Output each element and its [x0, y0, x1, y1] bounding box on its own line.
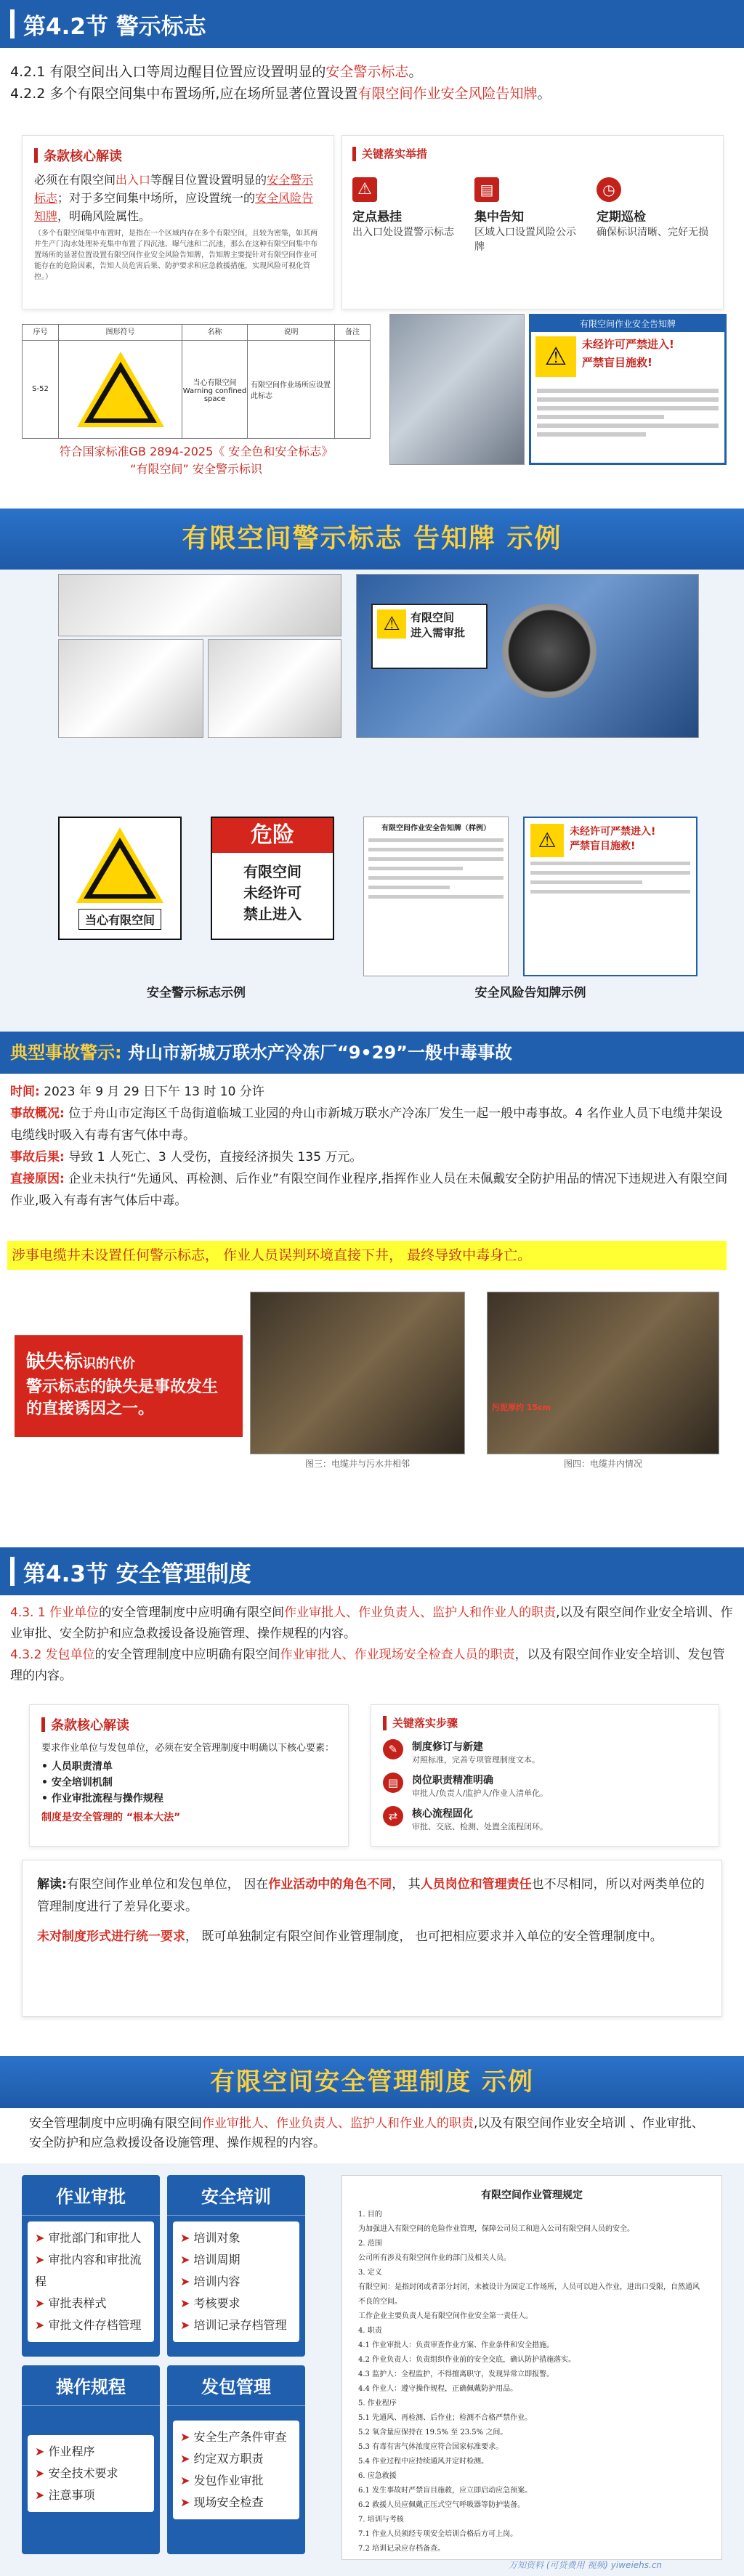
- box-contracting-list: [173, 2421, 299, 2519]
- sign-example-board-sample: [363, 817, 509, 976]
- step-2-desc: 审批人/负责人/监护人/作业人清单化。: [412, 1789, 549, 1798]
- sewage-tank-photo: [389, 314, 525, 465]
- document-line: 6. 应急救援: [358, 2472, 397, 2480]
- training-item: ➤ 培训内容: [180, 2271, 292, 2293]
- step-3-title: 核心流程固化: [412, 1808, 473, 1820]
- box-work-approval-list: [28, 2221, 154, 2342]
- accident-title-prefix: 典型事故警示:: [10, 1042, 122, 1063]
- sign-example-danger: [211, 817, 334, 940]
- manhole-sign: [371, 604, 488, 669]
- danger-line-1: 有限空间: [243, 863, 302, 880]
- document-line: 6.1 发生事故时严禁盲目施救，应立即启动应急预案。: [358, 2487, 533, 2495]
- box-operating-rules-head: 操作规程: [22, 2365, 160, 2406]
- key-measure-1: [352, 177, 461, 254]
- approval-item: ➤ 审批表样式: [35, 2293, 147, 2314]
- example-banner-1-text: 有限空间警示标志 告知牌 示例: [182, 524, 562, 554]
- key-measure-1-desc: 出入口处设置警示标志: [352, 227, 454, 238]
- sign-standard-table: [22, 324, 371, 439]
- document-line: 7.2 培训记录应存档备查。: [358, 2545, 445, 2553]
- lack-sign-box: [15, 1335, 243, 1437]
- training-item: ➤ 培训对象: [180, 2227, 292, 2249]
- core-card-2-bullets: [41, 1759, 336, 1807]
- contract-item: ➤ 约定双方职责: [180, 2448, 292, 2470]
- lack-sign-title: 缺失标识的代价: [26, 1351, 136, 1373]
- confined-space-warning-icon: [77, 352, 164, 427]
- step-3: [383, 1806, 707, 1832]
- core-card-2-intro: 要求作业单位与发包单位，必须在安全管理制度中明确以下核心要素：: [41, 1743, 335, 1754]
- key-measures-card: [341, 135, 724, 309]
- danger-header: 危险: [212, 818, 333, 853]
- section-4-3-clauses: [0, 1603, 744, 1687]
- example-banner-2-text: 有限空间安全管理制度 示例: [210, 2067, 534, 2097]
- accident-consequence: 事故后果: 导致 1 人死亡、3 人受伤，直接经济损失 135 万元。: [10, 1150, 363, 1165]
- accident-photo-wells: [250, 1292, 465, 1454]
- system-intro: 安全管理制度中应明确有限空间作业审批人、作业负责人、监护人和作业人的职责,以及有限空间作业安全培训 、作业审批、安全防护和应急救援设备设施管理、操作规程的内容。: [29, 2116, 704, 2150]
- key-measure-3-desc: 确保标识清晰、完好无损: [597, 227, 708, 238]
- section-4-3-header: [0, 1547, 744, 1595]
- core-card-2-title: 条款核心解读: [41, 1715, 336, 1734]
- warning-sign-icon: ⚠: [352, 177, 377, 202]
- clause-4-2-2: 4.2.2 多个有限空间集中布置场所,应在场所显著位置设置有限空间作业安全风险告知牌。: [10, 86, 551, 102]
- triangle-sign-label: 当心有限空间: [78, 909, 161, 930]
- step-3-desc: 审批、交底、检测、处置全流程闭环。: [412, 1822, 548, 1831]
- key-measure-1-title: 定点悬挂: [352, 210, 402, 224]
- training-item: ➤ 考核要求: [180, 2293, 292, 2314]
- document-line: 6.2 救援人员应佩戴正压式空气呼吸器等防护装备。: [358, 2501, 525, 2509]
- accident-photo-interior: [487, 1292, 719, 1454]
- sign-example-triangle: [58, 817, 182, 940]
- table-header-desc: 说明: [248, 325, 335, 340]
- step-1: [383, 1739, 707, 1765]
- clause-4-2-1: 4.2.1 有限空间出入口等周边醒目位置应设置明显的安全警示标志。: [10, 64, 423, 80]
- box-safety-training-list: [173, 2221, 299, 2342]
- key-card-title: 关键落实举措: [352, 146, 713, 161]
- document-line: 2. 范围: [358, 2240, 382, 2248]
- lack-sign-desc: 警示标志的缺失是事故发生的直接诱因之一。: [26, 1378, 219, 1418]
- box-contracting: [167, 2365, 305, 2554]
- approval-item: ➤ 审批文件存档管理: [35, 2314, 147, 2336]
- step-2-title: 岗位职责精准明确: [412, 1775, 493, 1786]
- table-header-note: 备注: [345, 328, 360, 336]
- document-line: 4.3 监护人：全程监护，不得擅离职守，发现异常立即报警。: [358, 2370, 554, 2378]
- document-sample: [341, 2175, 722, 2560]
- document-line: 7.1 作业人员须经专项安全培训合格后方可上岗。: [358, 2530, 518, 2538]
- rules-item: ➤ 安全技术要求: [35, 2463, 147, 2484]
- document-lines: [358, 2208, 705, 2556]
- standard-line-2: “有限空间” 安全警示标识: [130, 462, 262, 476]
- watermark: 万知资料 (可贷费用 视频) yiweiehs.cn: [509, 2560, 663, 2570]
- approval-item: ➤ 审批部门和审批人: [35, 2227, 147, 2249]
- step-2: [383, 1773, 707, 1799]
- section-4-2-header: [0, 0, 744, 48]
- document-line: 1. 目的: [358, 2211, 382, 2219]
- document-line: 公司所有涉及有限空间作业的部门及相关人员。: [358, 2254, 511, 2262]
- example-banner-2: [0, 2056, 744, 2108]
- sign-example-board-red: [523, 817, 698, 976]
- notice-board-icon: ▤: [474, 177, 499, 202]
- box-work-approval: [22, 2175, 160, 2357]
- accident-fig4-caption: 图四：电缆井内情况: [563, 1459, 642, 1469]
- core-interpretation-card: [22, 135, 334, 309]
- key-measure-3-title: 定期巡检: [597, 210, 646, 224]
- example-banner-1: [0, 509, 744, 570]
- interpretation-p2: 未对制度形式进行统一要求， 既可单独制定有限空间作业管理制度， 也可把相应要求并入单位的安全管理制度中。: [37, 1929, 663, 1944]
- interpretation-box: [22, 1860, 722, 2017]
- document-line: 4.1 作业审批人：负责审查作业方案、作业条件和安全措施。: [358, 2341, 554, 2349]
- bullet-2: • 安全培训机制: [41, 1777, 113, 1789]
- danger-line-2: 未经许可: [243, 884, 302, 902]
- training-item: ➤ 培训记录存档管理: [180, 2314, 292, 2336]
- approval-item: ➤ 审批内容和审批流程: [35, 2249, 147, 2293]
- section-4-2-clauses: [0, 54, 744, 110]
- table-cell-desc: 有限空间作业场所应设置此标志: [248, 341, 335, 438]
- caption-warning-signs: 安全警示标志示例: [147, 986, 246, 1000]
- core-card-title: 条款核心解读: [34, 146, 322, 165]
- step-1-desc: 对照标准，完善专项管理制度文本。: [412, 1755, 540, 1765]
- table-header-name: 名称: [182, 325, 248, 340]
- document-title: 有限空间作业管理规定: [481, 2190, 583, 2201]
- header-accent: [10, 9, 15, 39]
- table-header-no: 序号: [23, 325, 59, 340]
- bullet-1: • 人员职责清单: [41, 1761, 113, 1773]
- section-4-2-title: 第4.2节 警示标志: [23, 13, 206, 40]
- step-1-title: 制度修订与新建: [412, 1741, 483, 1753]
- accident-highlight: 涉事电缆井未设置任何警示标志， 作业人员误判环境直接下井， 最终导致中毒身亡。: [7, 1241, 727, 1270]
- board-red-icon: ⚠: [530, 824, 564, 857]
- accident-title: 舟山市新城万联水产冷冻厂“9•29”一般中毒事故: [121, 1042, 512, 1063]
- document-line: 5.1 先通风、再检测、后作业；检测不合格严禁作业。: [358, 2414, 533, 2422]
- board-red-warn-2: 严禁盲目施救!: [570, 841, 636, 852]
- contract-item: ➤ 现场安全检查: [180, 2492, 292, 2514]
- document-line: 有限空间：是指封闭或者部分封闭，未被设计为固定工作场所，人员可以进入作业，进出口受限，自然通风不良的空间。: [358, 2283, 700, 2306]
- section-4-3-title: 第4.3节 安全管理制度: [23, 1560, 251, 1587]
- document-line: 4. 职责: [358, 2327, 382, 2335]
- interpretation-p1: 解读:有限空间作业单位和发包单位， 因在作业活动中的角色不同， 其人员岗位和管理责任也不尽相同，所以对两类单位的管理制度进行了差异化要求。: [37, 1877, 705, 1914]
- document-line: 5.3 有毒有害气体浓度应符合国家标准要求。: [358, 2443, 504, 2451]
- board-warning-icon: ⚠: [535, 336, 576, 377]
- board-red-warn-1: 未经许可严禁进入!: [570, 826, 656, 838]
- danger-line-3: 禁止进入: [243, 905, 302, 923]
- triangle-warning-icon: [76, 827, 163, 903]
- box-work-approval-head: 作业审批: [22, 2175, 160, 2216]
- example-photo-manhole: [356, 574, 699, 738]
- key-steps-title: 关键落实步骤: [383, 1715, 707, 1730]
- document-line: 为加强进入有限空间的危险作业管理，保障公司员工和进入公司有限空间人员的安全。: [358, 2225, 634, 2233]
- board-text-lines: [531, 381, 724, 444]
- accident-time: 时间: 2023 年 9 月 29 日下午 13 时 10 分许: [10, 1085, 264, 1099]
- sludge-annotation: 污泥厚约 15cm: [492, 1403, 551, 1412]
- clock-icon: ◷: [597, 177, 621, 202]
- accident-overview: 事故概况: 位于舟山市定海区千岛街道临城工业园的舟山市新城万联水产冷冻厂发生一起一般中毒事故。4 名作业人员下电缆井架设电缆线时吸入有毒有害气体中毒。: [10, 1106, 723, 1143]
- training-item: ➤ 培训周期: [180, 2249, 292, 2271]
- standard-line-1: 符合国家标准GB 2894-2025《 安全色和安全标志》: [59, 445, 333, 458]
- document-line: 5.4 作业过程中应持续通风并定时检测。: [358, 2458, 489, 2466]
- key-measure-2: [474, 177, 583, 254]
- clause-4-3-1: 4.3. 1 作业单位的安全管理制度中应明确有限空间作业审批人、作业负责人、监护人和作业人的职责,以及有限空间作业安全培训、作业审批、安全防护和应急救援设备设施管理、操作规程的内容。: [10, 1605, 733, 1641]
- core-interpretation-card-2: [29, 1704, 349, 1847]
- board-warn-2: 严禁盲目施救!: [582, 356, 652, 369]
- contract-item: ➤ 发包作业审批: [180, 2470, 292, 2492]
- box-operating-rules-list: [28, 2435, 154, 2512]
- box-operating-rules: [22, 2365, 160, 2554]
- accident-fig3-caption: 图三：电缆井与污水井相邻: [304, 1459, 410, 1469]
- example-photo-fence: [58, 574, 341, 636]
- key-measure-2-desc: 区域入口设置风险公示牌: [474, 227, 576, 253]
- document-line: 5.2 氧含量应保持在 19.5% 至 23.5% 之间。: [358, 2429, 508, 2437]
- accident-header: [0, 1032, 744, 1074]
- rules-item: ➤ 作业程序: [35, 2441, 147, 2463]
- pen-icon: ✎: [383, 1739, 403, 1759]
- document-line: 3. 定义: [358, 2269, 382, 2277]
- table-header-symbol: 图形符号: [59, 325, 182, 340]
- sign-standard-caption: [22, 443, 371, 478]
- core-card-2-law: 制度是安全管理的 “根本大法”: [41, 1812, 181, 1823]
- accident-body: [0, 1081, 744, 1212]
- document-line: 4.4 作业人：遵守操作规程，正确佩戴防护用品。: [358, 2385, 518, 2393]
- bullet-3: • 作业审批流程与操作规程: [41, 1793, 163, 1805]
- document-line: 7. 培训与考核: [358, 2516, 404, 2524]
- example-photo-barrier-1: [58, 639, 203, 738]
- contract-item: ➤ 安全生产条件审查: [180, 2426, 292, 2448]
- document-line: 5. 作业程序: [358, 2399, 397, 2407]
- risk-notice-board: [529, 314, 727, 465]
- table-cell-name-en: Warning confined space: [182, 386, 247, 403]
- caption-risk-boards: 安全风险告知牌示例: [474, 986, 586, 1000]
- table-cell-code: S-52: [23, 341, 59, 438]
- document-line: 4.2 作业负责人：负责组织作业前的安全交底，确认防护措施落实。: [358, 2356, 576, 2364]
- accident-cause: 直接原因: 企业未执行“先通风、再检测、后作业”有限空间作业程序,指挥作业人员在未佩戴安全防护用品的情况下违规进入有限空间作业,吸入有毒有害气体后中毒。: [10, 1172, 728, 1208]
- manhole-sign-line1: 有限空间: [411, 611, 455, 624]
- rules-item: ➤ 注意事项: [35, 2484, 147, 2506]
- key-measure-2-title: 集中告知: [474, 210, 524, 224]
- key-measure-3: [597, 177, 713, 254]
- flow-icon: ⇄: [383, 1806, 403, 1826]
- manhole-sign-line2: 进入需审批: [411, 626, 466, 639]
- example-photo-barrier-2: [208, 639, 341, 738]
- board-warn-1: 未经许可严禁进入!: [582, 338, 674, 351]
- box-safety-training-head: 安全培训: [167, 2175, 305, 2216]
- clause-4-3-2: 4.3.2 发包单位的安全管理制度中应明确有限空间作业审批人、作业现场安全检查人员的职责，以及有限空间作业安全培训、发包管理的内容。: [10, 1648, 725, 1683]
- manhole-sign-icon: ⚠: [377, 609, 406, 639]
- clipboard-icon: ▤: [383, 1773, 403, 1793]
- board-sample-title: 有限空间作业安全告知牌（样例）: [381, 825, 490, 833]
- core-card-body: 必须在有限空间出入口等醒目位置设置明显的安全警示标志；对于多空间集中场所，应设置统一的安全风险告知牌，明确风险属性。: [34, 173, 314, 223]
- board-header: 有限空间作业安全告知牌: [531, 316, 724, 332]
- key-steps-card: [371, 1704, 719, 1847]
- document-line: 工作企业主要负责人是有限空间作业安全第一责任人。: [358, 2312, 533, 2320]
- core-card-note: （多个有限空间集中布置时，是指在一个区域内存在多个有限空间，且较为密集，如其两井生产门沟水处理补充集中布置了四沉池、曝气池和二沉池，那么在这种有限空间集中布置场所的显著位置设置有限空间作业安全风险告知牌，告知牌主要提针对有限空间作业可能存在的危险因素，告知人员危害后果、防护要求和应急救援措施，实现风险可视化管控。）: [34, 230, 318, 281]
- table-cell-name: 当心有限空间: [193, 378, 237, 387]
- box-contracting-head: 发包管理: [167, 2365, 305, 2406]
- box-safety-training: [167, 2175, 305, 2357]
- manhole-cover: [502, 604, 597, 698]
- header-accent-2: [10, 1557, 15, 1586]
